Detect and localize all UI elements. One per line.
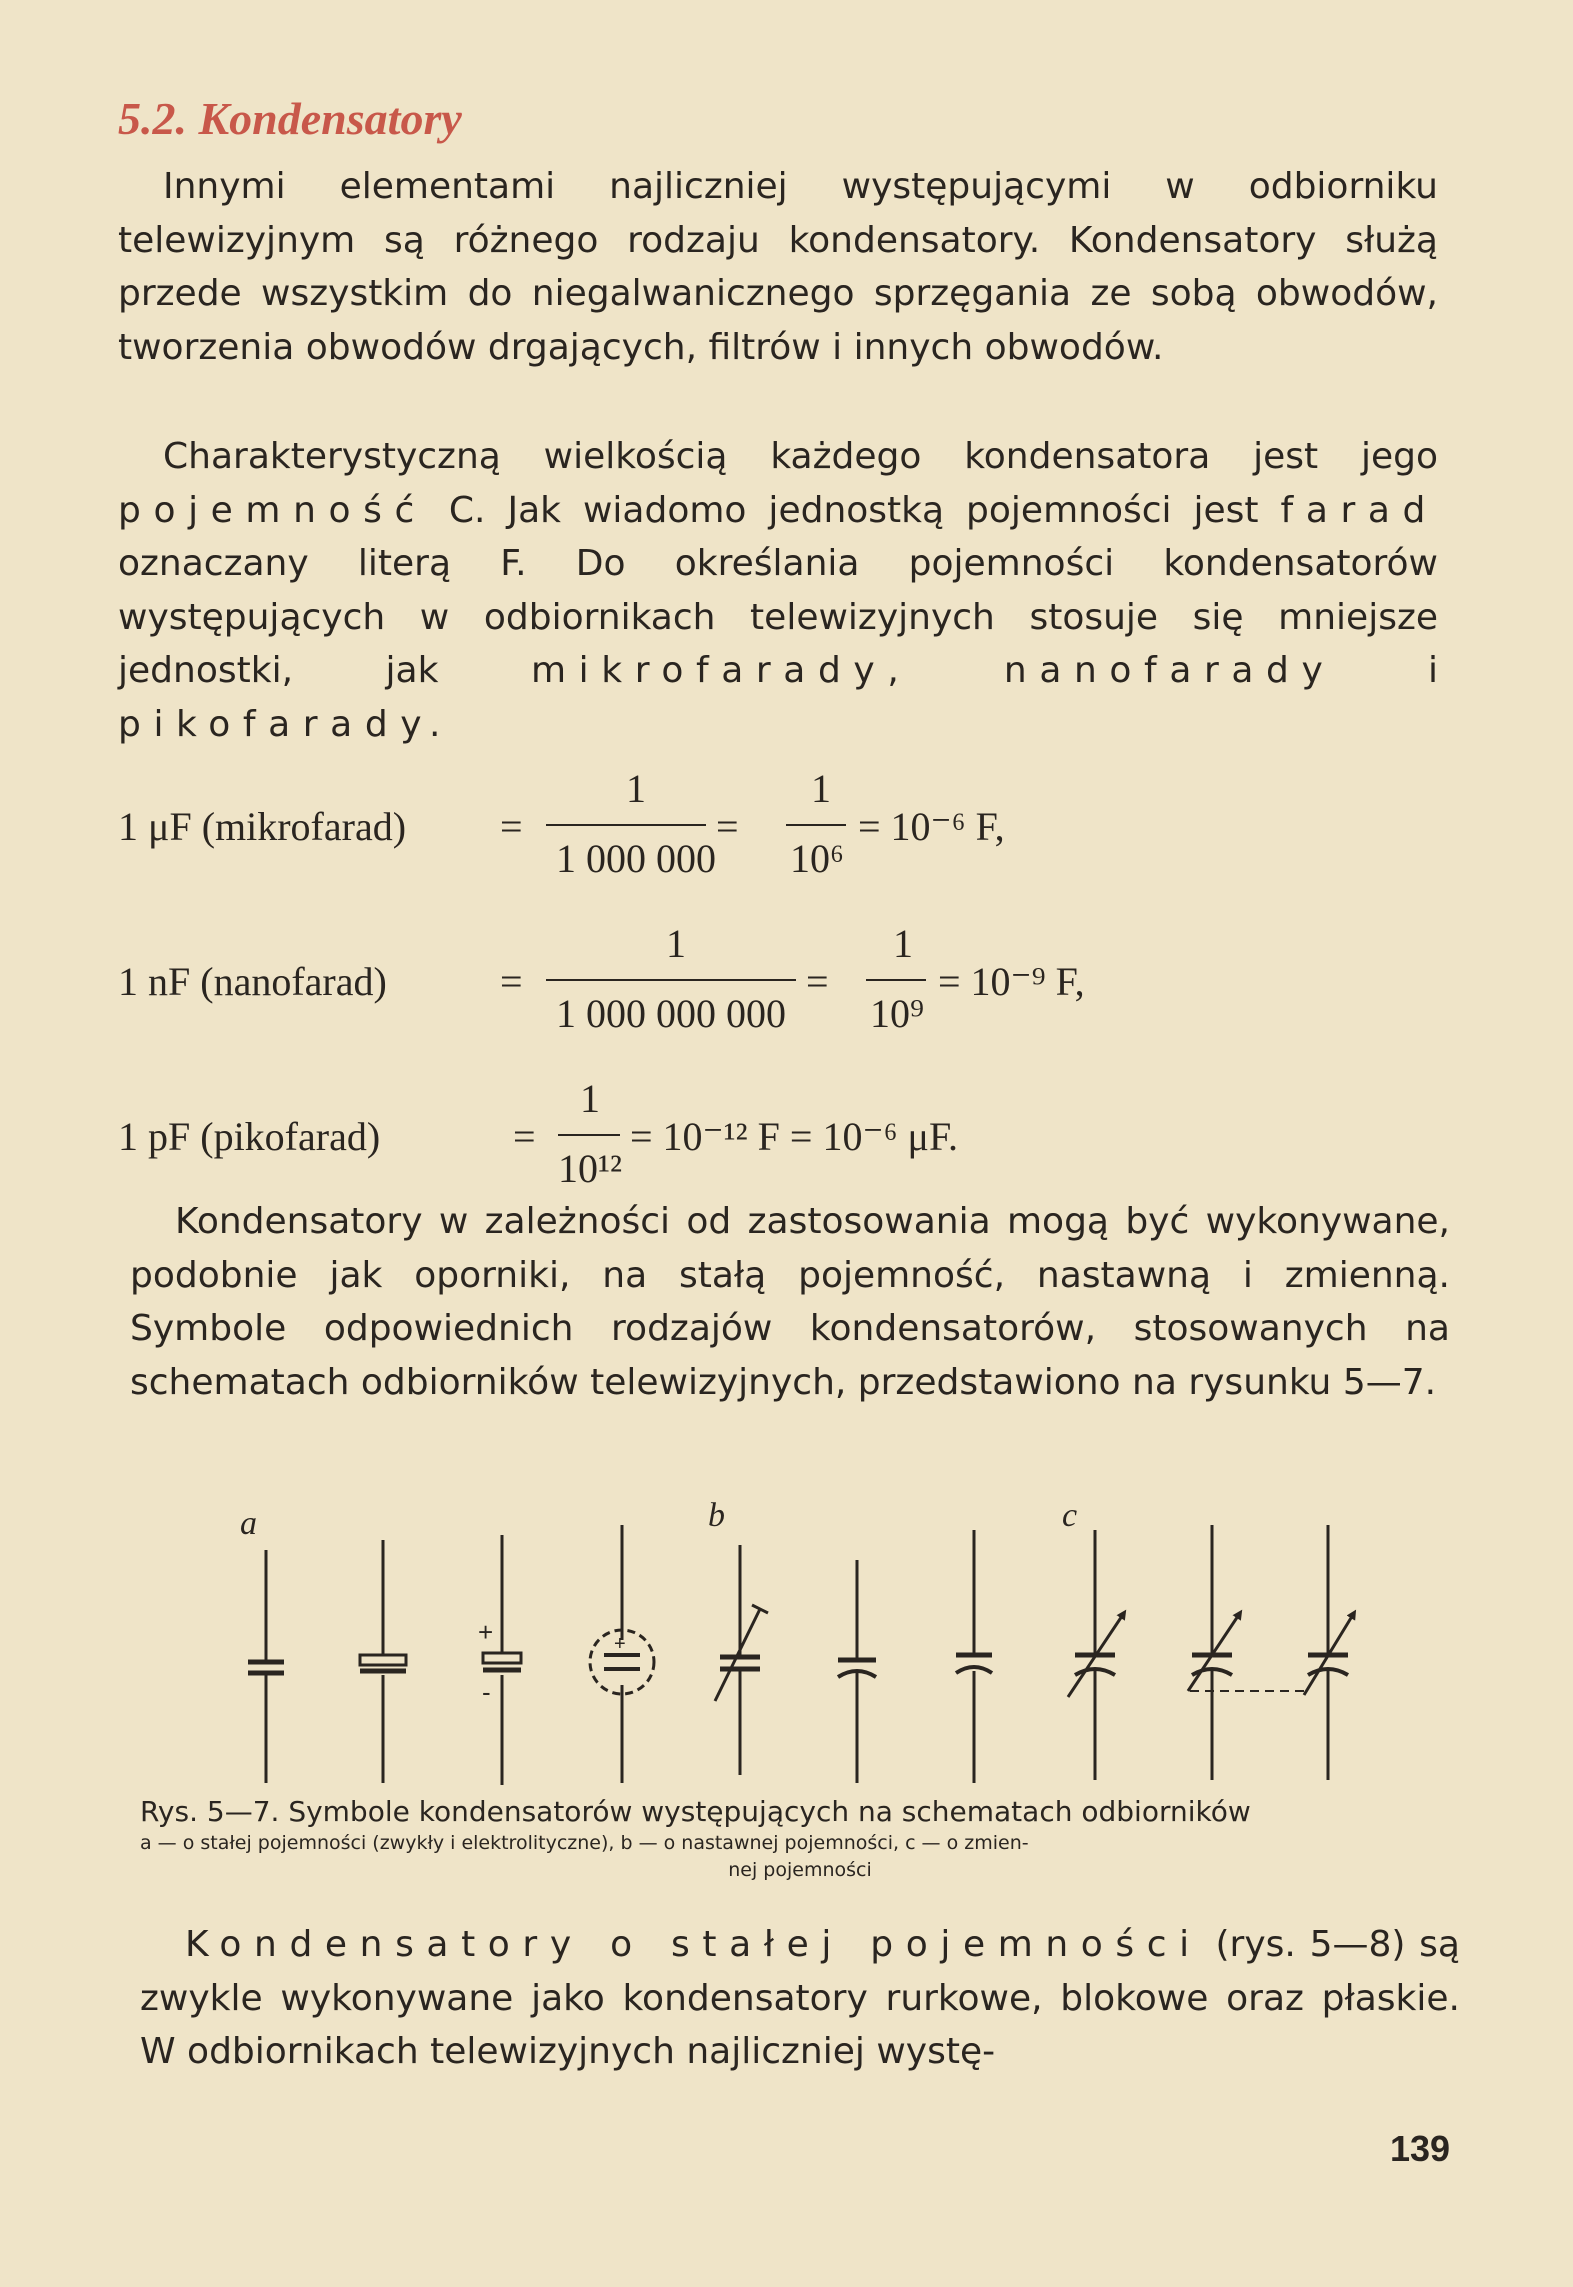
formula-nanofarad-bar1: [546, 979, 796, 981]
formula-nanofarad-bar2: [866, 979, 926, 981]
formula-microfarad: [118, 765, 1118, 895]
plus-sign-circle-label: +: [614, 1633, 626, 1655]
term-nanofarads: nanofarady: [1003, 650, 1336, 691]
formula-picofarad-result: = 10⁻¹² F = 10⁻⁶ μF.: [630, 1114, 959, 1159]
formula-microfarad-num1: 1: [626, 766, 646, 811]
paragraph-capacity: [118, 430, 1438, 751]
figure-label-b: b: [708, 1497, 725, 1534]
paragraph-capacity-part1: Charakterystyczną wielkością każdego kondensatora jest jego: [163, 436, 1438, 477]
formula-picofarad-eq: =: [513, 1114, 536, 1159]
formula-microfarad-den1: 1 000 000: [556, 836, 716, 881]
formula-microfarad-num2: 1: [811, 766, 831, 811]
formula-microfarad-den2: 10⁶: [790, 836, 844, 881]
plus-sign-label: +: [478, 1617, 494, 1647]
paragraph-fixed-capacitors-text: (rys. 5—8) są zwykle wykonywane jako kondensatory rurkowe, blokowe oraz płaskie. W odbiornikach telewizyjnych najliczniej wystę-: [140, 1924, 1460, 2072]
paragraph-capacitor-types: Kondensatory w zależności od zastosowania mogą być wykonywane, podobnie jak oporniki, na stałą pojemność, nastawną i zmienną. Symbole odpowiednich rodzajów kondensatorów, stosowanych na schematach odbiorników telewizyjnych, przedstawiono na rysunku 5—7.: [130, 1201, 1450, 1403]
formula-nanofarad-eq: =: [500, 959, 523, 1004]
formula-nanofarad-den2: 10⁹: [870, 991, 924, 1036]
formula-picofarad-den1: 10¹²: [558, 1146, 622, 1191]
capacitor-fixed-symbol: [248, 1550, 284, 1783]
capacitor-trimmer-symbol: [715, 1545, 768, 1775]
minus-sign-label: -: [482, 1677, 491, 1707]
figure-caption: [140, 1795, 1460, 1883]
page-number: 139: [1390, 2128, 1451, 2169]
formula-picofarad: [118, 1075, 1118, 1205]
term-fixed-capacitors: Kondensatory o stałej pojemności: [185, 1924, 1202, 1965]
paragraph-intro: Innymi elementami najliczniej występującymi w odbiorniku telewizyjnym są różnego rodzaju kondensatory. Kondensatory służą przede wszystkim do niegalwanicznego sprzęgania ze sobą obwodów, tworzenia obwodów drgających, filtrów i innych obwodów.: [118, 166, 1438, 368]
paragraph-capacity-part2: C. Jak wiadomo jednostką pojemności jest: [448, 489, 1259, 531]
capacitor-variable-symbol: [1068, 1530, 1124, 1780]
paragraph-capacity-part3: oznaczany literą F. Do określania pojemności kondensatorów występujących w odbiornikach telewizyjnych stosuje się mniejsze jednostki, jak: [118, 543, 1438, 691]
capacitor-polarized-symbol: [483, 1535, 521, 1785]
formula-nanofarad: [118, 920, 1118, 1050]
capacitor-curved-plate-alt-symbol: [956, 1530, 992, 1783]
formula-nanofarad-den1: 1 000 000 000: [556, 991, 786, 1036]
formula-nanofarad-eq2: =: [806, 959, 829, 1004]
formula-microfarad-bar2: [786, 824, 846, 826]
paragraph-fixed-capacitors: [140, 1918, 1460, 2079]
figure-caption-title: Rys. 5—7. Symbole kondensatorów występujących na schematach odbiorników: [140, 1795, 1251, 1828]
formula-nanofarad-result: = 10⁻⁹ F,: [938, 959, 1085, 1004]
capacitor-ganged-variable-alt-symbol: [1304, 1525, 1354, 1780]
formula-microfarad-result: = 10⁻⁶ F,: [858, 804, 1005, 849]
figure-label-a: a: [240, 1505, 257, 1542]
term-picofarads: pikofarady.: [118, 703, 454, 745]
formula-microfarad-eq2: =: [716, 804, 739, 849]
formula-microfarad-label: 1 μF (mikrofarad): [118, 804, 407, 849]
term-farad: farad: [1280, 489, 1438, 531]
formula-nanofarad-num2: 1: [893, 921, 913, 966]
paragraph-capacity-part4: i: [1427, 650, 1438, 691]
capacitor-curved-plate-symbol: [838, 1560, 876, 1783]
figure-label-c: c: [1062, 1497, 1078, 1534]
formula-picofarad-num1: 1: [580, 1076, 600, 1121]
formula-picofarad-label: 1 pF (pikofarad): [118, 1114, 381, 1159]
capacitor-electrolytic-symbol: [360, 1540, 406, 1783]
formula-nanofarad-num1: 1: [666, 921, 686, 966]
formula-nanofarad-label: 1 nF (nanofarad): [118, 959, 387, 1004]
formula-microfarad-eq: =: [500, 804, 523, 849]
formula-microfarad-bar1: [546, 824, 706, 826]
term-capacity: pojemność: [118, 489, 427, 531]
figure-caption-legend-end: nej pojemności: [728, 1859, 872, 1881]
capacitor-ganged-variable-symbol: [1188, 1525, 1240, 1780]
formula-picofarad-bar1: [558, 1134, 620, 1136]
figure-caption-legend: a — o stałej pojemności (zwykły i elektrolityczne), b — o nastawnej pojemności, c — o zmien-: [140, 1832, 1029, 1854]
section-heading: 5.2. Kondensatory: [118, 93, 462, 144]
capacitor-symbols-drawing: [200, 1505, 1380, 1795]
term-microfarads: mikrofarady,: [531, 650, 912, 691]
